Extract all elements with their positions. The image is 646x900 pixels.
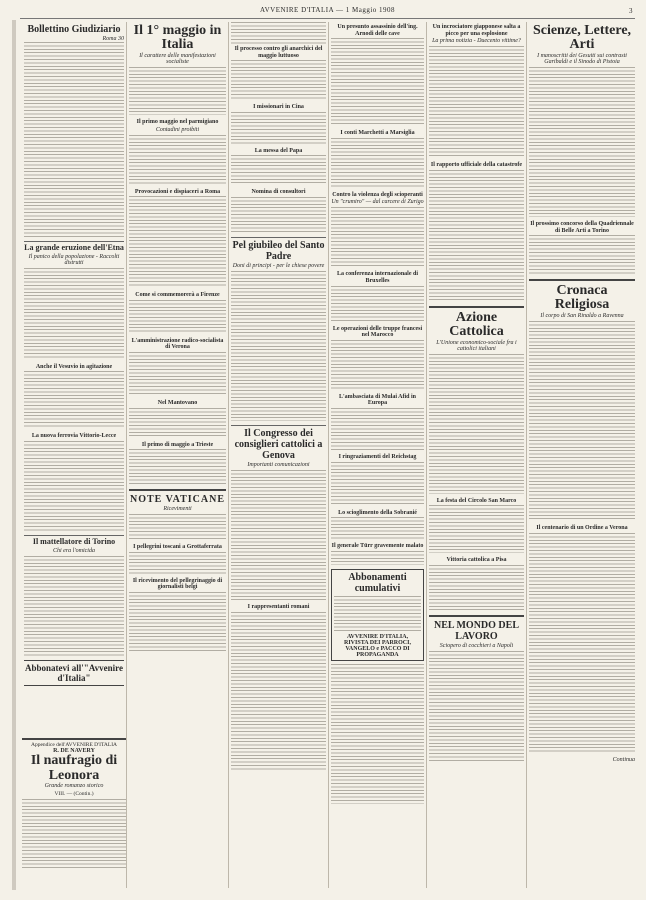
article-body-text bbox=[129, 67, 226, 115]
article-scienze bbox=[529, 24, 635, 217]
article-body-text bbox=[331, 664, 424, 804]
article-body-text bbox=[331, 207, 424, 267]
article-torino bbox=[24, 538, 124, 656]
article-title: Il ricevimento del pellegrinaggio di giornalisti belgi bbox=[132, 577, 223, 591]
article-title: Pel giubileo del Santo Padre bbox=[232, 239, 325, 262]
article-title: Vittoria cattolica a Pisa bbox=[446, 557, 507, 564]
page-number: 3 bbox=[629, 7, 633, 15]
article-subtitle: Contadini proibiti bbox=[155, 126, 200, 133]
article-title: Il 1° maggio in Italia bbox=[133, 23, 222, 52]
article-body-text bbox=[129, 514, 226, 540]
article-body-text bbox=[129, 300, 226, 334]
article-body-text bbox=[529, 235, 635, 275]
article-body-text bbox=[331, 286, 424, 322]
article-title: Contro la violenza degli scioperanti bbox=[332, 191, 423, 198]
article-congresso-genova bbox=[231, 428, 326, 600]
article-body-text bbox=[24, 42, 124, 237]
divider bbox=[24, 535, 124, 536]
box-title: Abbonamenti cumulativi bbox=[348, 571, 407, 594]
article-trieste bbox=[129, 442, 226, 486]
article-body-text bbox=[231, 612, 326, 772]
column-5 bbox=[426, 22, 526, 888]
article-title: La messa del Papa bbox=[254, 147, 303, 154]
article-arnodi bbox=[331, 24, 424, 126]
article-title: I ringraziamenti del Reichstag bbox=[338, 453, 417, 460]
article-title: I pellegrini toscani a Grottaferrata bbox=[133, 544, 222, 551]
article-subtitle: Un "crumiro" — dal carcere di Zurigo bbox=[331, 199, 424, 206]
feuilleton-title: Il naufragio di Leonora bbox=[30, 753, 118, 783]
article-title: Nomina di consultori bbox=[251, 189, 306, 196]
article-body-text bbox=[529, 67, 635, 217]
article-body-text bbox=[129, 408, 226, 438]
article-title: Bollettino Giudiziario bbox=[27, 24, 121, 35]
article-quadriennale bbox=[529, 221, 635, 275]
article-body-text bbox=[331, 138, 424, 188]
article-title: Un presunto assassinio dell'ing. Arnodi delle cave bbox=[337, 24, 418, 37]
feuilleton bbox=[22, 738, 126, 890]
article-body-text bbox=[429, 651, 524, 761]
article-body-text bbox=[331, 517, 424, 539]
article-subtitle: I manoscritti dei Gesuiti sui contrasti Garibaldi e il Sinodo di Pistoia bbox=[537, 53, 627, 65]
article-marocco bbox=[331, 326, 424, 390]
article-subtitle: La prima notizia - Duecento vittime? bbox=[432, 38, 521, 45]
subscription-box bbox=[331, 569, 424, 661]
article-body-text bbox=[129, 552, 226, 574]
article-body-text bbox=[129, 592, 226, 652]
article-etna bbox=[24, 244, 124, 360]
article-giornalisti-belgi bbox=[129, 578, 226, 652]
divider bbox=[24, 241, 124, 242]
divider bbox=[429, 306, 524, 308]
feuilleton-label: Appendice dell'AVVENIRE D'ITALIA bbox=[30, 742, 118, 748]
article-title: Il generale Türr gravemente malato bbox=[331, 543, 424, 550]
article-body-text bbox=[429, 565, 524, 611]
article-body-text bbox=[231, 60, 326, 100]
article-body-text bbox=[129, 135, 226, 185]
article-body-text bbox=[129, 352, 226, 396]
article-marchetti bbox=[331, 130, 424, 188]
article-body-text bbox=[331, 38, 424, 126]
article-title: Un incrociatore giapponese salta a picco per una esplosione bbox=[432, 24, 521, 37]
article-title: Come si commemorerà a Firenze bbox=[135, 292, 220, 299]
article-firenze bbox=[129, 292, 226, 334]
article-verona bbox=[129, 338, 226, 396]
article-rapporto bbox=[429, 162, 524, 302]
article-consultori bbox=[231, 189, 326, 233]
article-circolo-san-marco bbox=[429, 498, 524, 554]
article-body-text bbox=[429, 170, 524, 302]
article-title: Cronaca Religiosa bbox=[554, 283, 610, 313]
article-subtitle: Chi era l'omicida bbox=[53, 547, 95, 554]
article-title: I conti Marchetti a Marsiglia bbox=[340, 130, 415, 137]
article-processo-anarchici bbox=[231, 46, 326, 100]
column-4 bbox=[328, 22, 426, 888]
article-subtitle: Doni di principi - per le chiese povere bbox=[232, 262, 325, 269]
article-title: L'ambasciata di Mulai Afid in Europa bbox=[338, 393, 416, 407]
article-body-text bbox=[429, 354, 524, 494]
article-mulai-afid bbox=[331, 394, 424, 450]
article-ordine-verona bbox=[529, 525, 635, 753]
article-sobranie bbox=[331, 510, 424, 540]
article-title: Lo scioglimento della Sobranié bbox=[338, 509, 417, 516]
article-dateline: Roma 30 bbox=[102, 36, 124, 42]
divider bbox=[129, 489, 226, 491]
article-title: La festa del Circolo San Marco bbox=[436, 497, 517, 504]
article-title: Il centenario di un Ordine a Verona bbox=[536, 525, 628, 532]
article-subtitle: L'Unione economico-sociale fra i cattolici italiani bbox=[436, 339, 517, 352]
column-2 bbox=[126, 22, 228, 888]
article-parmigiano bbox=[129, 119, 226, 185]
article-body-text bbox=[24, 441, 124, 531]
subscription-banner: Abbonatevi all'"Avvenire d'Italia" bbox=[24, 660, 124, 686]
article-azione-cattolica bbox=[429, 311, 524, 494]
article-title: NOTE VATICANE bbox=[130, 494, 225, 506]
article-title: Il mattellatore di Torino bbox=[32, 536, 116, 546]
article-cronaca-religiosa bbox=[529, 284, 635, 521]
article-body-text bbox=[231, 271, 326, 421]
article-body-text bbox=[331, 462, 424, 506]
divider bbox=[231, 237, 326, 238]
article-mondo-lavoro bbox=[429, 620, 524, 761]
article-body-text bbox=[231, 470, 326, 600]
continued-note: Continua bbox=[612, 756, 635, 763]
article-body-text bbox=[529, 533, 635, 753]
article-subtitle: Il corpo di San Rinaldo a Ravenna bbox=[540, 313, 624, 320]
article-primo-maggio bbox=[129, 24, 226, 115]
article-messa-papa bbox=[231, 148, 326, 186]
article-body-text bbox=[24, 371, 124, 429]
article-body-text bbox=[24, 556, 124, 656]
article-body-text bbox=[331, 551, 424, 565]
article-title: Anche il Vesuvio in agitazione bbox=[35, 363, 113, 370]
masthead-title: AVVENIRE D'ITALIA — 1 Maggio 1908 bbox=[259, 6, 396, 14]
divider bbox=[529, 279, 635, 281]
article-title: La conferenza internazionale di Bruxelles bbox=[336, 271, 419, 284]
article-bruxelles bbox=[331, 271, 424, 321]
article-subtitle: Ricevimenti bbox=[163, 506, 192, 513]
article-mantovano bbox=[129, 400, 226, 438]
article-incrociatore bbox=[429, 24, 524, 158]
article-title: Scienze, Lettere, Arti bbox=[532, 23, 632, 52]
article-rappresentanti bbox=[231, 604, 326, 772]
article-body-text bbox=[231, 22, 326, 44]
article-body-text bbox=[429, 46, 524, 158]
article-body-text bbox=[331, 408, 424, 450]
box-body-text bbox=[334, 596, 421, 632]
article-reichstag bbox=[331, 454, 424, 506]
article-subtitle: Importanti comunicazioni bbox=[247, 461, 310, 468]
article-subtitle: Il panico della popolazione - Raccolti distrutti bbox=[28, 253, 120, 266]
article-title: L'amministrazione radico-socialista di Verona bbox=[131, 337, 224, 351]
article-body-text bbox=[129, 196, 226, 288]
article-ferrovia bbox=[24, 433, 124, 531]
feuilleton-body-text bbox=[22, 799, 126, 869]
article-title: I rappresentanti romani bbox=[247, 603, 310, 610]
article-body-text bbox=[529, 321, 635, 521]
article-title: Nel Mantovano bbox=[157, 399, 198, 406]
article-body-text bbox=[231, 112, 326, 144]
article-title: Il prossimo concorso della Quadriennale di Belle Arti a Torino bbox=[530, 221, 634, 234]
article-body-text bbox=[129, 449, 226, 485]
article-bollettino bbox=[24, 24, 124, 237]
divider bbox=[429, 615, 524, 617]
feuilleton-author: R. DE NAVERY bbox=[53, 748, 95, 754]
feuilleton-chapter: VIII. — (Contin.) bbox=[54, 791, 94, 798]
article-body-text bbox=[231, 197, 326, 233]
article-title: La grande eruzione dell'Etna bbox=[24, 243, 124, 252]
article-pisa bbox=[429, 557, 524, 611]
article-title: Il primo maggio nel parmigiano bbox=[136, 119, 219, 125]
article-subtitle: Sciopero di cocchieri a Napoli bbox=[439, 642, 514, 649]
article-grottaferrata bbox=[129, 544, 226, 574]
article-title: Il Congresso dei consiglieri cattolici a Genova bbox=[234, 427, 323, 461]
article-vesuvio bbox=[24, 364, 124, 430]
masthead bbox=[20, 6, 635, 19]
article-roma bbox=[129, 189, 226, 289]
article-body-text bbox=[231, 155, 326, 185]
article-title: NEL MONDO DEL LAVORO bbox=[433, 619, 519, 642]
article-giubileo bbox=[231, 240, 326, 421]
article-missionari-cina bbox=[231, 104, 326, 144]
page-binding-edge bbox=[12, 20, 16, 890]
article-title: Il primo di maggio a Trieste bbox=[141, 441, 214, 448]
box-highlight: AVVENIRE D'ITALIA, RIVISTA DEI PARROCI, VANGELO e PACCO DI PROPAGANDA bbox=[344, 633, 411, 658]
article-turr bbox=[331, 543, 424, 565]
article-title: Le operazioni delle truppe francesi nel Marocco bbox=[332, 325, 423, 339]
article-title: La nuova ferrovia Vittorio-Lecce bbox=[31, 433, 117, 440]
article-subtitle: Il carattere delle manifestazioni socialiste bbox=[139, 53, 216, 65]
article-body-text bbox=[24, 268, 124, 360]
article-title: Il processo contro gli anarchici del maggio luttuoso bbox=[234, 46, 323, 59]
feuilleton-subtitle: Grande romanzo storico bbox=[44, 783, 104, 790]
article-title: I missionari in Cina bbox=[253, 104, 304, 111]
column-6 bbox=[526, 22, 637, 888]
article-note-vaticane bbox=[129, 494, 226, 540]
column-3 bbox=[228, 22, 328, 888]
article-title: Il rapporto ufficiale della catastrofe bbox=[430, 162, 523, 169]
article-body-text bbox=[331, 340, 424, 390]
divider bbox=[231, 425, 326, 426]
article-title: Azione Cattolica bbox=[449, 309, 504, 339]
article-scioperanti bbox=[331, 192, 424, 268]
article-title: Provocazioni e dispiaceri a Roma bbox=[134, 188, 221, 195]
article-body-text bbox=[429, 505, 524, 553]
